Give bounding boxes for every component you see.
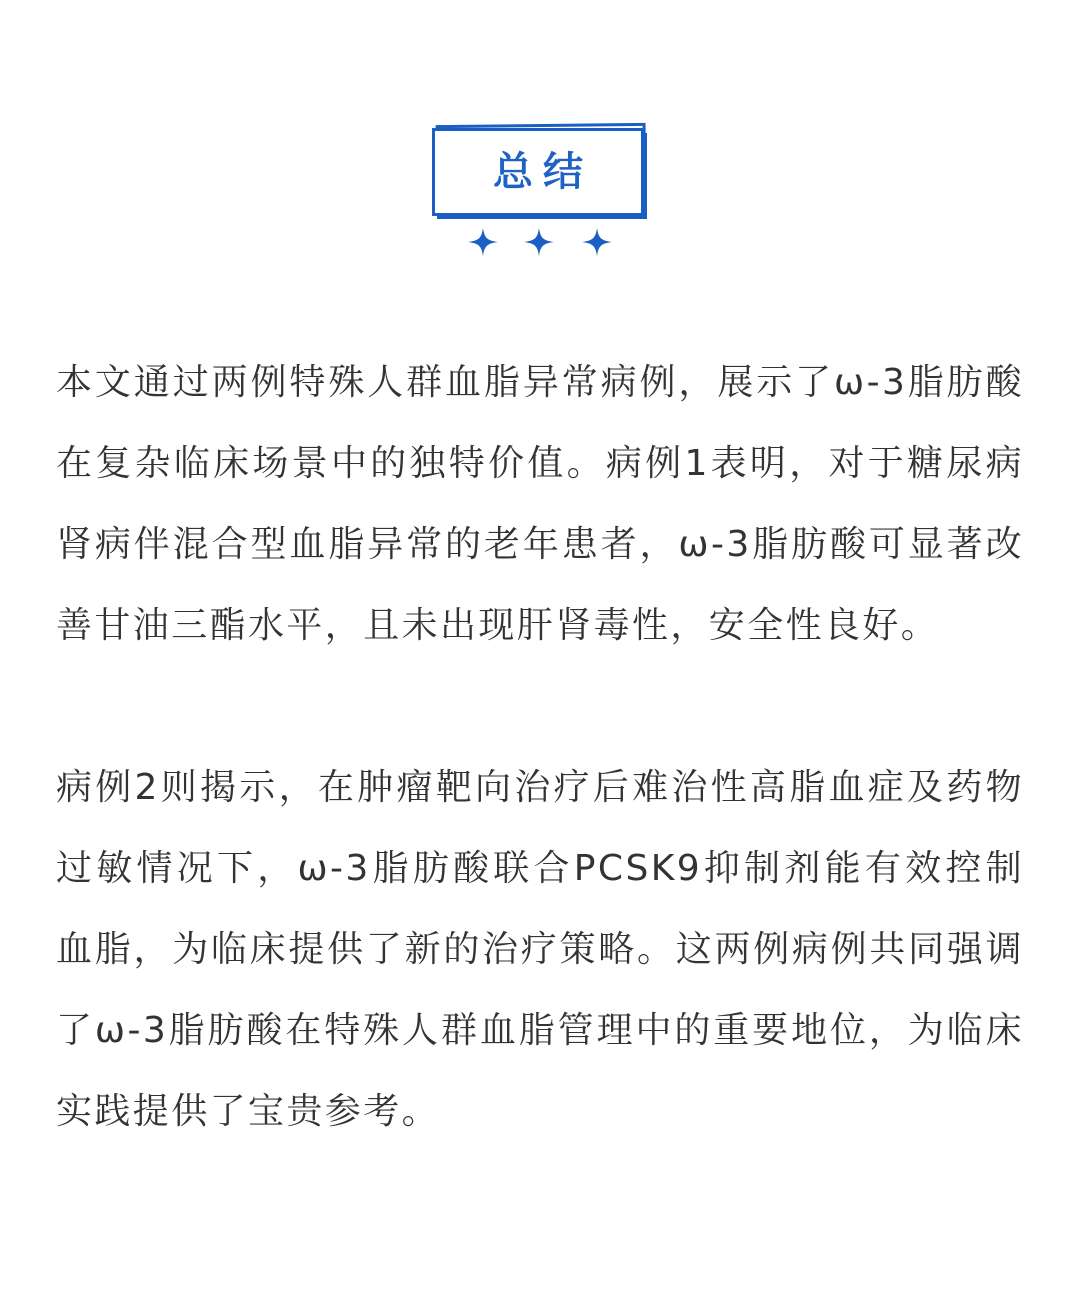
summary-content [56,342,1024,1152]
decorative-stars [466,226,616,258]
summary-paragraph-2: 病例2则揭示，在肿瘤靶向治疗后难治性高脂血症及药物过敏情况下，ω-3脂肪酸联合PCSK9抑制剂能有效控制血脂，为临床提供了新的治疗策略。这两例病例共同强调了ω-3脂肪酸在特殊人群血脂管理中的重要地位，为临床实践提供了宝贵参考。 [56,767,1024,1132]
section-title: 总结 [493,149,593,195]
star-icon [580,226,614,258]
summary-paragraph-1: 本文通过两例特殊人群血脂异常病例，展示了ω-3脂肪酸在复杂临床场景中的独特价值。病例1表明，对于糖尿病肾病伴混合型血脂异常的老年患者，ω-3脂肪酸可显著改善甘油三酯水平，且未出现肝肾毒性，安全性良好。 [56,362,1024,646]
heading-frame [432,128,644,216]
star-icon [466,226,500,258]
section-heading [432,124,648,218]
star-icon [522,226,556,258]
